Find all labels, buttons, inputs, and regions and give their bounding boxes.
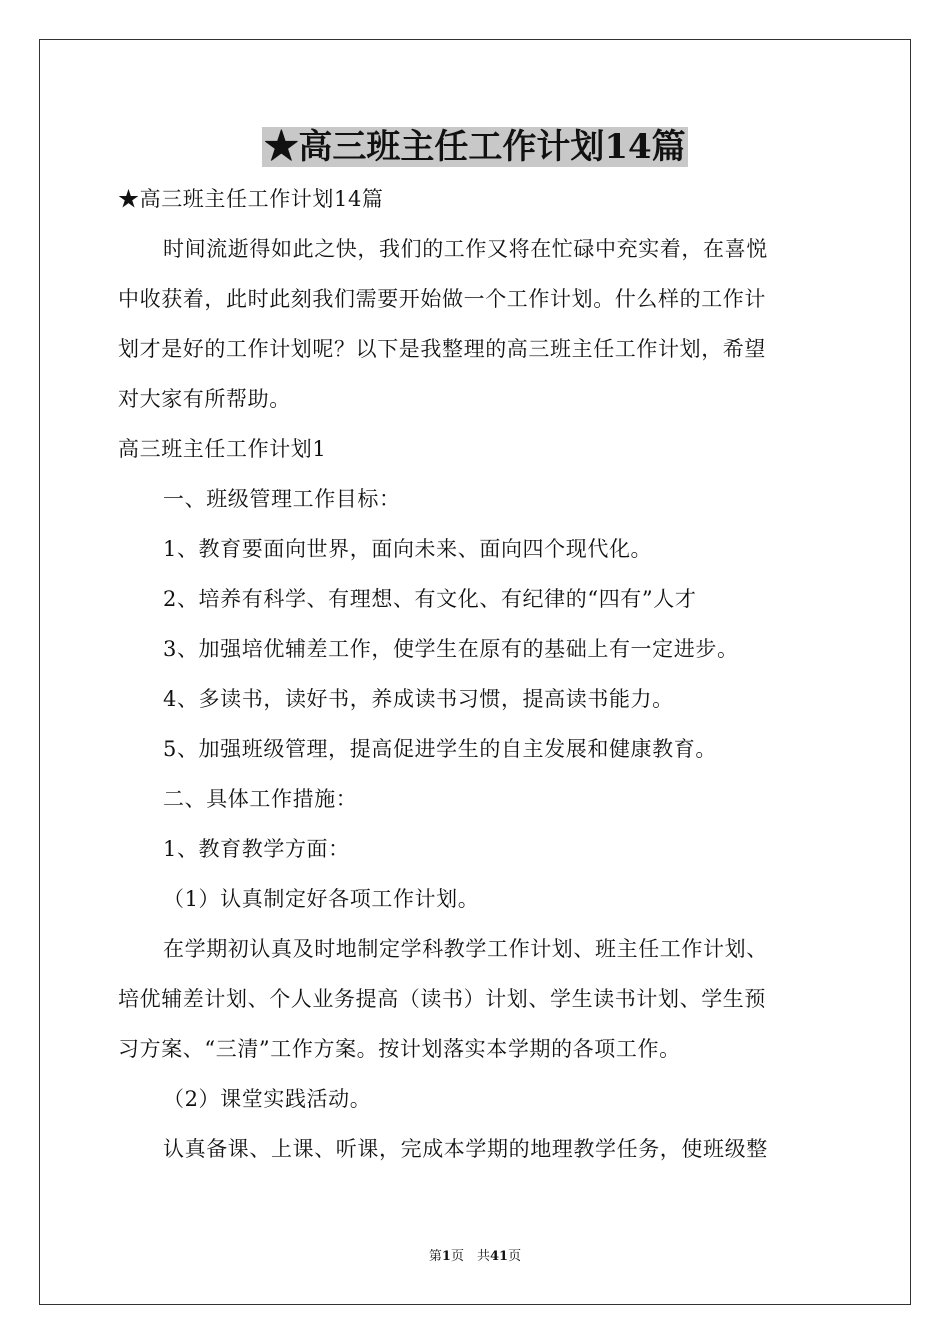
body-line: 1、教育要面向世界，面向未来、面向四个现代化。 <box>163 537 653 561</box>
document-title-text: ★高三班主任工作计划14篇 <box>264 127 686 167</box>
footer-mid: 页 共 <box>450 1249 490 1264</box>
body-line: 一、班级管理工作目标： <box>163 487 401 511</box>
body-line: 4、多读书，读好书，养成读书习惯，提高读书能力。 <box>163 687 674 711</box>
body-line: 划才是好的工作计划呢？以下是我整理的高三班主任工作计划，希望 <box>118 337 766 361</box>
body-line: （2）课堂实践活动。 <box>163 1087 372 1111</box>
body-line: 时间流逝得如此之快，我们的工作又将在忙碌中充实着，在喜悦 <box>163 237 768 261</box>
body-line: 3、加强培优辅差工作，使学生在原有的基础上有一定进步。 <box>163 637 739 661</box>
section-heading: 高三班主任工作计划1 <box>118 437 327 461</box>
footer-page-number: 1 <box>441 1249 451 1264</box>
body-line: 中收获着，此时此刻我们需要开始做一个工作计划。什么样的工作计 <box>118 287 766 311</box>
body-line: 5、加强班级管理，提高促进学生的自主发展和健康教育。 <box>163 737 717 761</box>
footer-total-pages: 41 <box>489 1249 509 1264</box>
footer-suffix: 页 <box>508 1249 522 1264</box>
body-line: 认真备课、上课、听课，完成本学期的地理教学任务，使班级整 <box>163 1137 768 1161</box>
body-line: （1）认真制定好各项工作计划。 <box>163 887 480 911</box>
body-line: 1、教育教学方面： <box>163 837 350 861</box>
footer-prefix: 第 <box>428 1249 442 1264</box>
page-footer <box>0 1248 950 1266</box>
body-line: 习方案、“三清”工作方案。按计划落实本学期的各项工作。 <box>118 1037 681 1061</box>
document-title <box>0 124 950 170</box>
body-line: 对大家有所帮助。 <box>118 387 291 411</box>
body-line: 在学期初认真及时地制定学科教学工作计划、班主任工作计划、 <box>163 937 768 961</box>
body-line: 二、具体工作措施： <box>163 787 358 811</box>
body-line: 2、培养有科学、有理想、有文化、有纪律的“四有”人才 <box>163 587 697 611</box>
body-line: 培优辅差计划、个人业务提高（读书）计划、学生读书计划、学生预 <box>118 987 766 1011</box>
page-frame <box>39 39 911 1305</box>
subtitle-line: ★高三班主任工作计划14篇 <box>118 187 384 211</box>
